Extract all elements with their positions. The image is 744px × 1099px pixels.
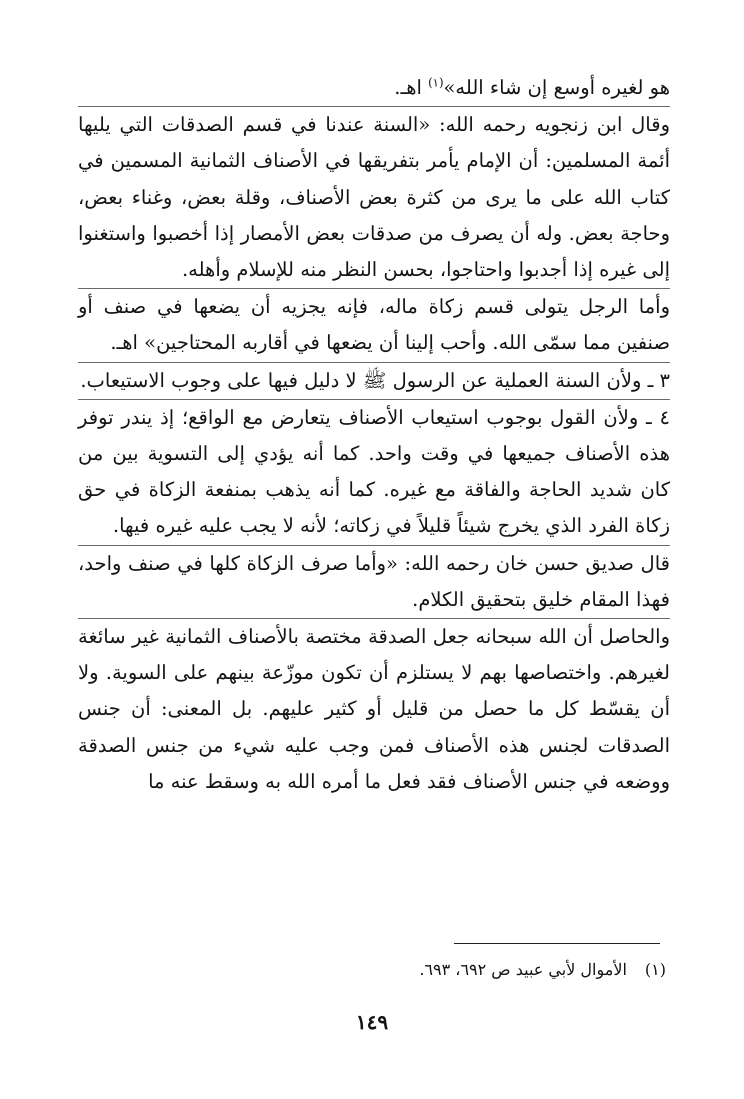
paragraph-3: وأما الرجل يتولى قسم زكاة ماله، فإنه يجزيه أن يضعها في صنف أو صنفين مما سمّى الله. وأحب إلينا أن يضعها في أقاربه المحتاجين» اهـ. <box>78 288 670 361</box>
paragraph-7: والحاصل أن الله سبحانه جعل الصدقة مختصة بالأصناف الثمانية غير سائغة لغيرهم. واختصاصها بهم لا يستلزم أن تكون موزّعة بينهم على السوية. ولا أن يقسّط كل ما حصل من قليل أو كثير عليهم. بل المعنى: أن جنس الصدقات لجنس هذه الأصناف فمن وجب عليه شيء من جنس الصدقة ووضعه في جنس الأصناف فقد فعل ما أمره الله به وسقط عنه ما <box>78 618 670 800</box>
paragraph-2: وقال ابن زنجويه رحمه الله: «السنة عندنا في قسم الصدقات التي يليها أئمة المسلمين: أن الإمام يأمر بتفريقها في الأصناف الثمانية المسمين في كتاب الله على ما يرى من كثرة بعض الأصناف، وقلة بعض، وغناء بعض، وحاجة بعض. وله أن يصرف من صدقات بعض الأمصار إذا أخصبوا واستغنوا إلى غيره إذا أجدبوا واحتاجوا، بحسن النظر منه للإسلام وأهله. <box>78 106 670 288</box>
footnote-number: (١) <box>644 960 666 979</box>
paragraph-5: ٤ ـ ولأن القول بوجوب استيعاب الأصناف يتعارض مع الواقع؛ إذ يندر توفر هذه الأصناف جميعها في وقت واحد. كما أنه يؤدي إلى التسوية بين من كان شديد الحاجة والفاقة مع غيره. كما أنه يذهب بمنفعة الزكاة في حق زكاة الفرد الذي يخرج شيئاً قليلاً في زكاته؛ لأنه لا يجب عليه غيره فيها. <box>78 399 670 545</box>
footnote-reference[interactable]: (١) <box>428 75 444 90</box>
main-text <box>78 70 670 800</box>
paragraph-1-ending: اهـ. <box>394 76 429 99</box>
footnote <box>419 958 666 982</box>
paragraph-6: قال صديق حسن خان رحمه الله: «وأما صرف الزكاة كلها في صنف واحد، فهذا المقام خليق بتحقيق الكلام. <box>78 545 670 618</box>
page-number: ١٤٩ <box>355 1010 389 1034</box>
paragraph-1 <box>78 70 670 106</box>
paragraph-4: ٣ ـ ولأن السنة العملية عن الرسول ﷺ لا دليل فيها على وجوب الاستيعاب. <box>78 362 670 399</box>
footnote-separator <box>454 943 660 944</box>
paragraph-1-text: هو لغيره أوسع إن شاء الله» <box>443 76 670 99</box>
footnote-text: الأموال لأبي عبيد ص ٦٩٢، ٦٩٣. <box>419 960 627 979</box>
